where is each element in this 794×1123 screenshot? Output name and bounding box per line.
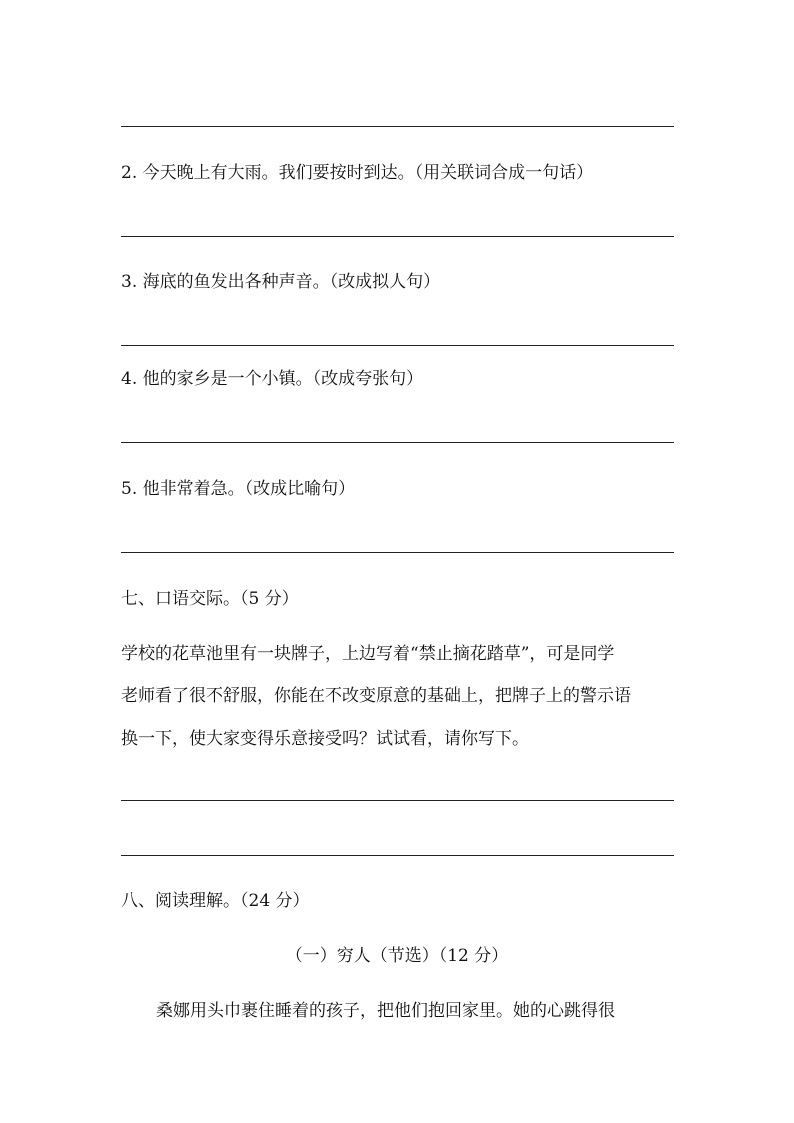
answer-line-7 (121, 855, 674, 856)
reading-first-line: 桑娜用头巾裹住睡着的孩子，把他们抱回家里。她的心跳得很 (156, 1001, 615, 1021)
reading-title: （一）穷人（节选）（12 分） (285, 946, 509, 966)
section-7-paragraph-line-3: 换一下，使大家变得乐意接受吗？试试看，请你写下。 (121, 729, 529, 749)
question-5: 5. 他非常着急。（改成比喻句） (121, 479, 356, 499)
answer-line-4 (121, 442, 674, 443)
question-3: 3. 海底的鱼发出各种声音。（改成拟人句） (121, 272, 441, 292)
question-4: 4. 他的家乡是一个小镇。（改成夸张句） (121, 369, 424, 389)
section-8-heading: 八、阅读理解。（24 分） (121, 891, 310, 911)
answer-line-5 (121, 552, 674, 553)
answer-line-3 (121, 345, 674, 346)
question-2: 2. 今天晚上有大雨。我们要按时到达。（用关联词合成一句话） (121, 163, 594, 183)
section-7-heading: 七、口语交际。（5 分） (121, 589, 299, 609)
answer-line-2 (121, 236, 674, 237)
section-7-paragraph-line-1: 学校的花草池里有一块牌子，上边写着“禁止摘花踏草”，可是同学 (121, 644, 615, 664)
section-7-paragraph-line-2: 老师看了很不舒服，你能在不改变原意的基础上，把牌子上的警示语 (121, 686, 631, 706)
answer-line-6 (121, 800, 674, 801)
answer-line-1 (121, 126, 674, 127)
